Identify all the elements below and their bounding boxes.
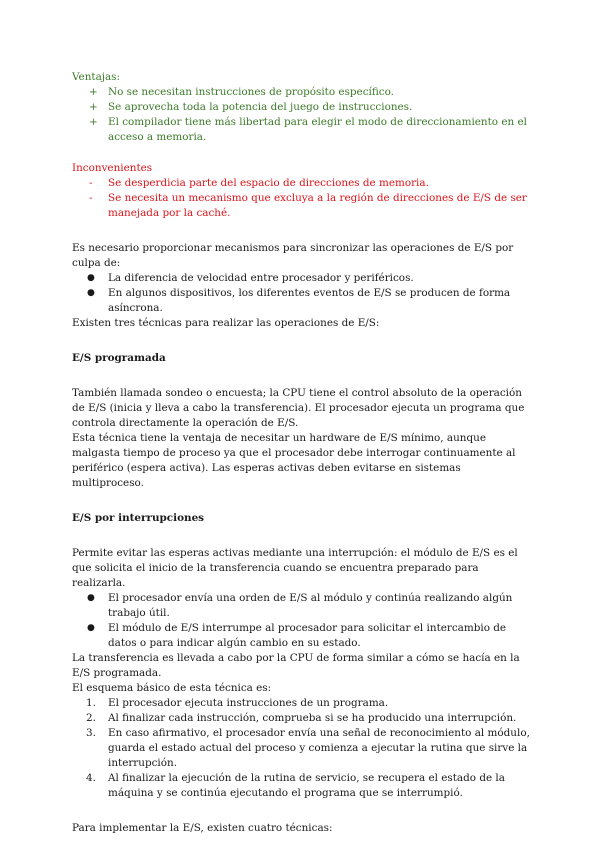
interrupciones-section [72,511,532,836]
ventajas-heading: Ventajas: [72,71,121,83]
dash-marker: - [89,192,93,204]
list-item: - Se desperdicia parte del espacio de direcciones de memoria. [89,177,429,189]
sincronizacion-section [72,241,532,331]
step-number: 4. [86,772,96,784]
bullet-marker: ● [87,593,95,603]
list-item: + Se aprovecha toda la potencia del juego de instrucciones. [89,101,413,113]
list-item: 1. El procesador ejecuta instrucciones de un programa. [86,697,389,709]
step-number: 1. [86,697,96,709]
interrupciones-paragraph-2: La transferencia es llevada a cabo por la CPU de forma similar a cómo se hacía en la E/S programada. [72,652,520,679]
dash-marker: - [89,177,93,189]
list-item: 4. Al finalizar la ejecución de la rutina de servicio, se recupera el estado de la máquina y se continúa ejecutando el programa que se interrumpió. [86,772,505,799]
sincronizacion-outro: Existen tres técnicas para realizar las operaciones de E/S: [72,317,380,329]
programada-title: E/S programada [72,352,166,364]
inconvenientes-section [72,161,532,221]
list-item: ● En algunos dispositivos, los diferentes eventos de E/S se producen de forma asíncrona. [87,287,511,314]
interrupciones-paragraph-1: Permite evitar las esperas activas mediante una interrupción: el módulo de E/S es el que solicita el inicio de la transferencia cuando se encuentra preparado para realizarla. [72,547,518,589]
plus-marker: + [89,101,98,113]
bullet-marker: ● [87,623,95,633]
document-page [72,70,532,836]
bullet-marker: ● [87,288,95,298]
sincronizacion-list [72,271,532,316]
interrupciones-steps [72,696,532,801]
programada-paragraph-2: Esta técnica tiene la ventaja de necesitar un hardware de E/S mínimo, aunque malgasta tiempo de proceso ya que el procesador debe interrogar continuamente al periférico (espera activa). Las esperas activas deben evitarse en sistemas multiproceso. [72,432,516,489]
list-item: 3. En caso afirmativo, el procesador envía una señal de reconocimiento al módulo, guarda el estado actual del proceso y comienza a ejecutar la rutina que sirve la interrupción. [86,727,530,769]
bullet-marker: ● [87,273,95,283]
list-item: ● El procesador envía una orden de E/S al módulo y continúa realizando algún trabajo útil. [87,592,513,619]
sincronizacion-intro: Es necesario proporcionar mecanismos para sincronizar las operaciones de E/S por culpa de: [72,242,514,269]
step-number: 3. [86,727,96,739]
list-item: 2. Al finalizar cada instrucción, comprueba si se ha producido una interrupción. [86,712,517,724]
inconvenientes-heading: Inconvenientes [72,162,153,174]
plus-marker: + [89,116,98,128]
interrupciones-title: E/S por interrupciones [72,512,205,524]
programada-section [72,351,532,491]
list-item: + El compilador tiene más libertad para elegir el modo de direccionamiento en el acceso a memoria. [89,116,527,143]
list-item: ● El módulo de E/S interrumpe al procesador para solicitar el intercambio de datos o para indicar algún cambio en su estado. [87,622,507,649]
ventajas-list [72,85,532,145]
list-item: + No se necesitan instrucciones de propósito específico. [89,86,394,98]
plus-marker: + [89,86,98,98]
ventajas-section [72,70,532,145]
list-item: - Se necesita un mecanismo que excluya a la región de direcciones de E/S de ser manejada por la caché. [89,192,527,219]
inconvenientes-list [72,176,532,221]
list-item: ● La diferencia de velocidad entre procesador y periféricos. [87,272,414,284]
interrupciones-paragraph-3: El esquema básico de esta técnica es: [72,682,272,694]
programada-paragraph-1: También llamada sondeo o encuesta; la CPU tiene el control absoluto de la operación de E/S (inicia y lleva a cabo la transferencia). El procesador ejecuta un programa que controla directamente la operación de E/S. [72,387,525,429]
interrupciones-closing: Para implementar la E/S, existen cuatro técnicas: [72,822,333,834]
step-number: 2. [86,712,96,724]
interrupciones-list [72,591,532,651]
